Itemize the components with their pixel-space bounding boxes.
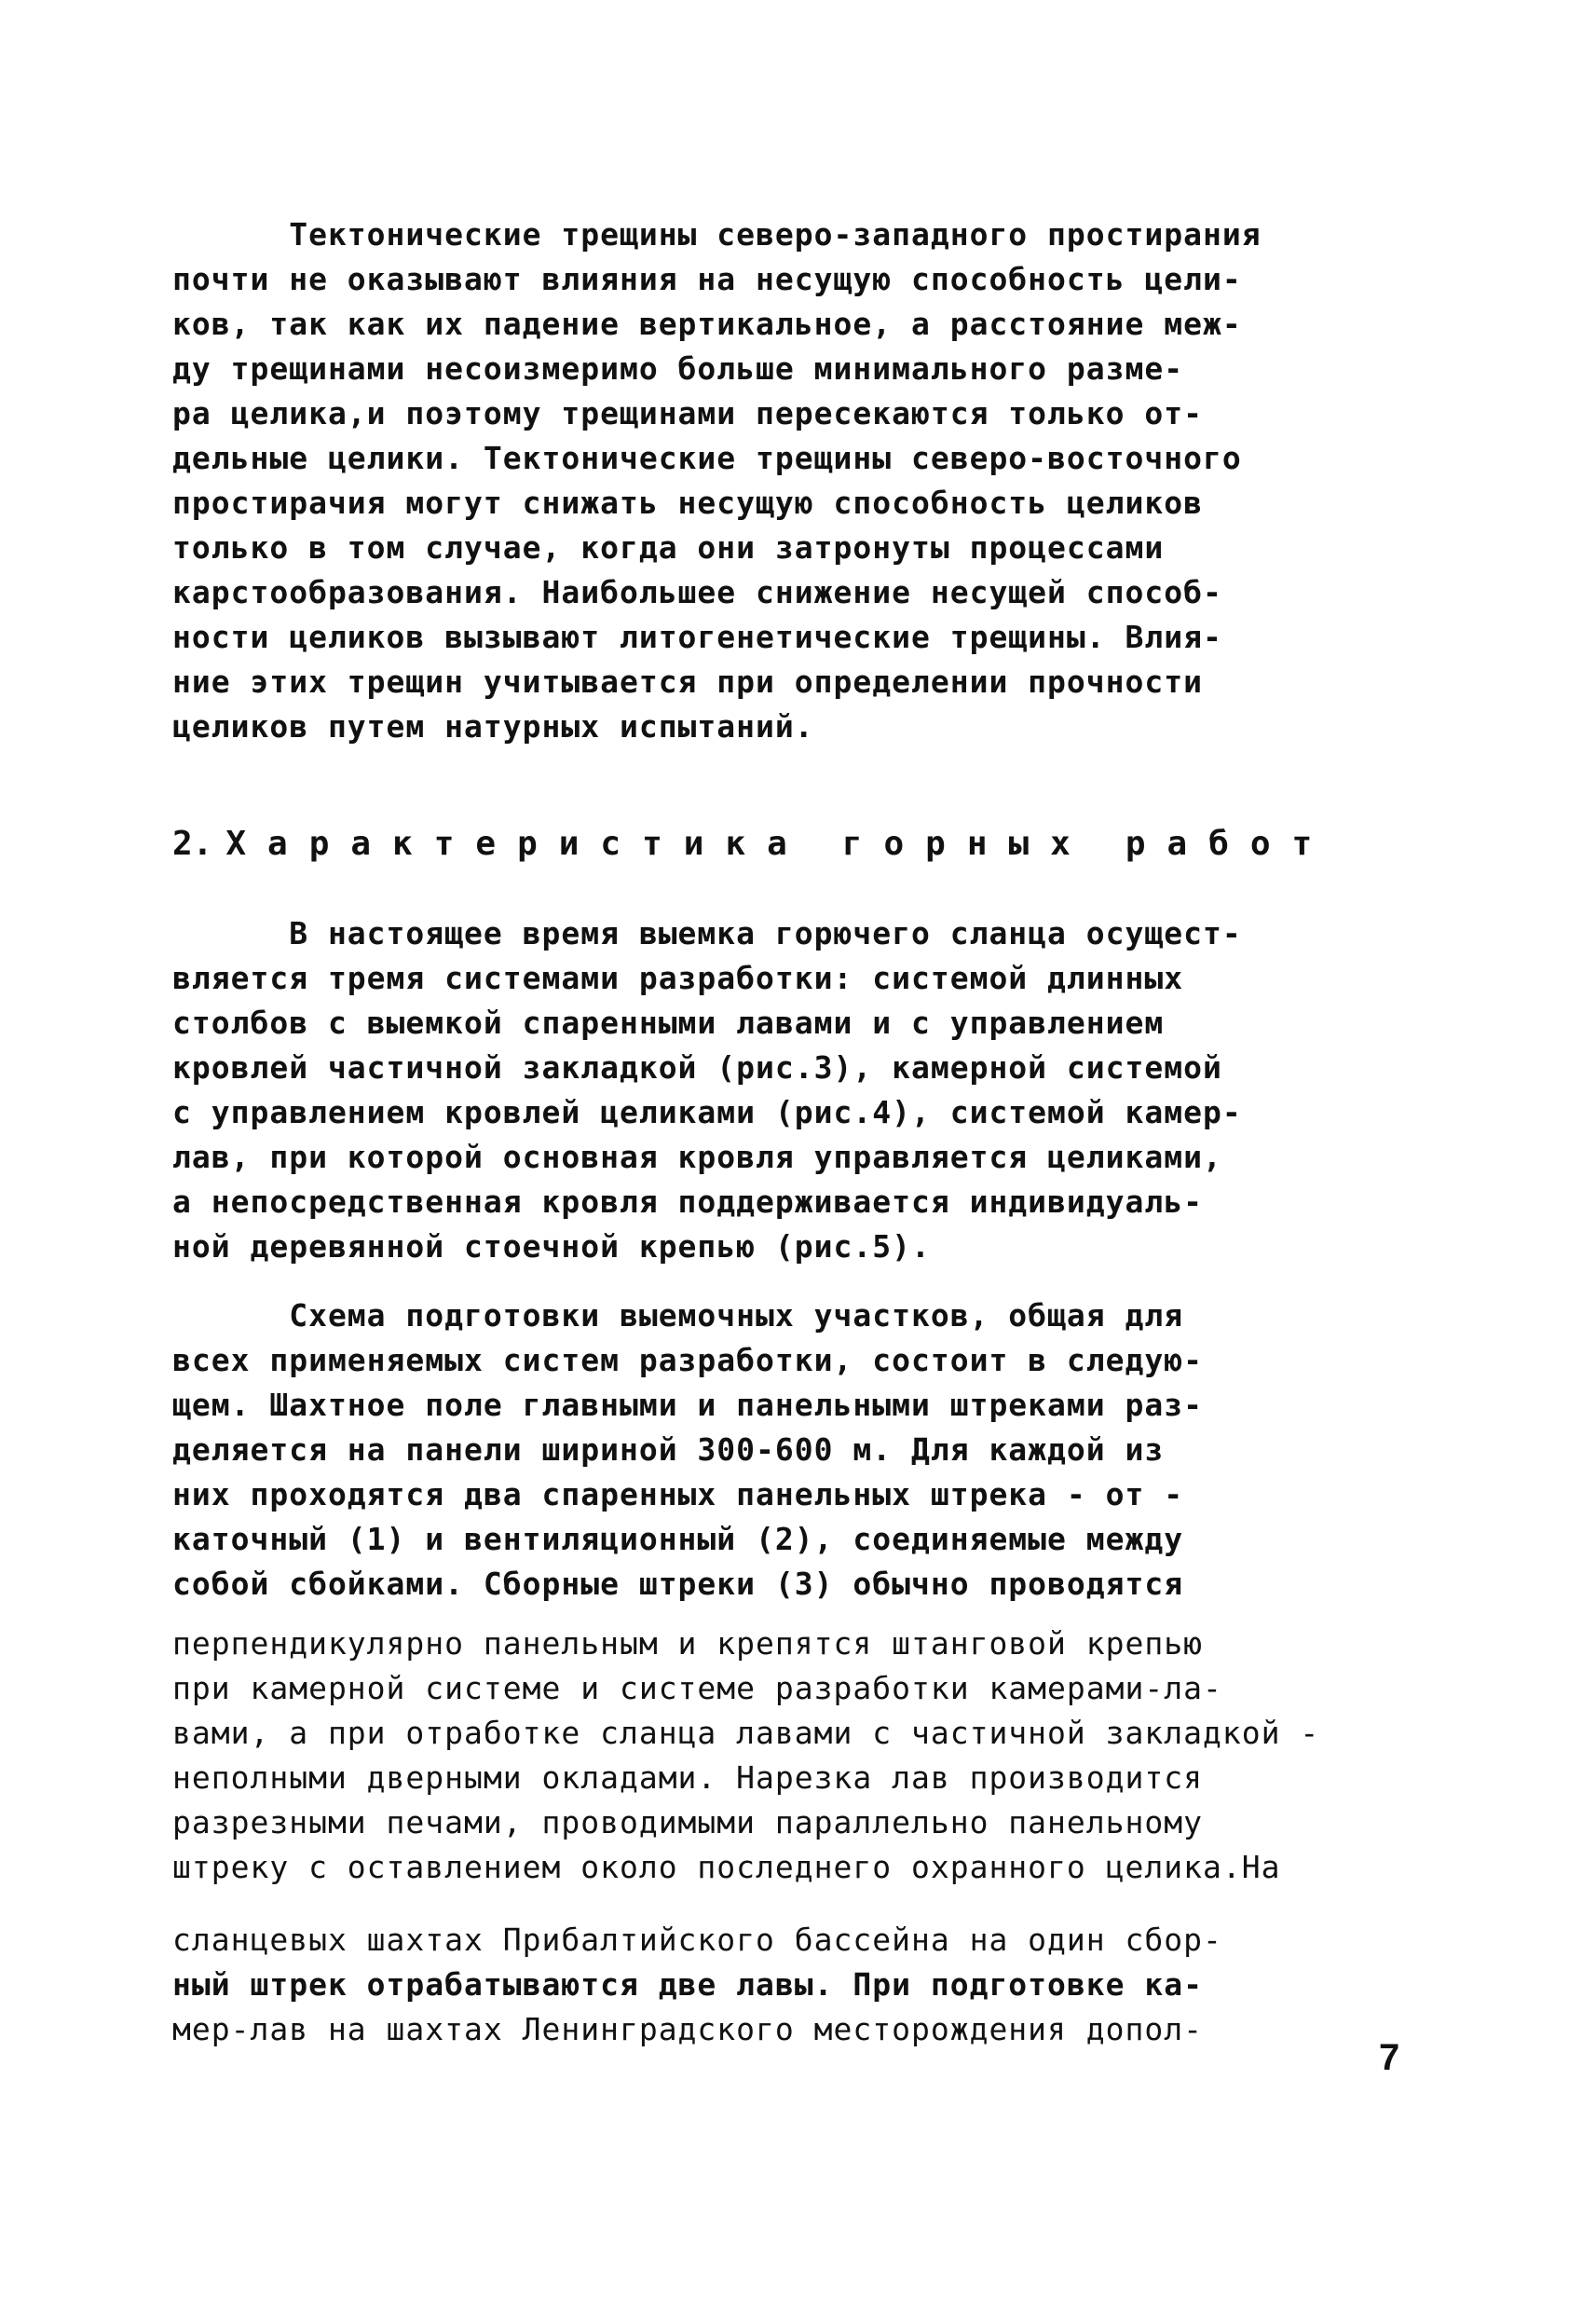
text-line: ный штрек отрабатываются две лавы. При подготовке ка- [172, 1966, 1203, 2003]
text-line: неполными дверными окладами. Нарезка лав производится [172, 1759, 1203, 1796]
text-line: столбов с выемкой спаренными лавами и с управлением [172, 1005, 1165, 1041]
text-line: ков, так как их падение вертикальное, а расстояние меж- [172, 306, 1242, 342]
text-line: них проходятся два спаренных панельных штрека - от - [172, 1476, 1184, 1512]
text-line: целиков путем натурных испытаний. [172, 708, 814, 745]
section-title-word: горных [841, 825, 1092, 863]
text-line: вляется тремя системами разработки: системой длинных [172, 960, 1184, 996]
text-line: вами, а при отработке сланца лавами с частичной закладкой - [172, 1715, 1320, 1751]
paragraph-roadway-support [172, 1621, 1421, 1890]
text-line: штреку с оставлением около последнего охранного целика.На [172, 1849, 1281, 1885]
text-line: ности целиков вызывают литогенетические трещины. Влия- [172, 619, 1222, 655]
section-number: 2. [172, 825, 213, 863]
page-number: 7 [1379, 2037, 1400, 2078]
text-line: карстообразования. Наибольшее снижение несущей способ- [172, 574, 1222, 610]
text-line: каточный (1) и вентиляционный (2), соединяемые между [172, 1521, 1184, 1557]
text-line: ра целика,и поэтому трещинами пересекаются только от- [172, 395, 1203, 431]
paragraph-preparation-scheme [172, 1293, 1421, 1607]
text-line: щем. Шахтное поле главными и панельными штреками раз- [172, 1387, 1203, 1423]
text-line: сланцевых шахтах Прибалтийского бассейна на один сбор- [172, 1922, 1222, 1958]
text-line: а непосредственная кровля поддерживается индивидуаль- [172, 1183, 1203, 1220]
text-line: перпендикулярно панельным и крепятся штанговой крепью [172, 1625, 1203, 1662]
text-line: разрезными печами, проводимыми параллельно панельному [172, 1804, 1203, 1840]
text-line: мер-лав на шахтах Ленинградского месторождения допол- [172, 2011, 1203, 2047]
text-line: при камерной системе и системе разработки камерами-ла- [172, 1670, 1222, 1706]
paragraph-shale-mines [172, 1918, 1421, 2052]
text-line: простирачия могут снижать несущую способность целиков [172, 485, 1203, 521]
text-line: только в том случае, когда они затронуты процессами [172, 529, 1165, 566]
text-line: дельные целики. Тектонические трещины северо-восточного [172, 440, 1242, 476]
paragraph-mining-systems [172, 911, 1421, 1269]
text-line: ние этих трещин учитывается при определении прочности [172, 664, 1203, 700]
text-line: деляется на панели шириной 300-600 м. Для каждой из [172, 1431, 1165, 1468]
text-line: В настоящее время выемка горючего сланца осущест- [172, 915, 1242, 951]
text-line: с управлением кровлей целиками (рис.4), системой камер- [172, 1094, 1242, 1130]
section-title-word: Характеристика [225, 825, 809, 863]
text-line: ду трещинами несоизмеримо больше минимального разме- [172, 350, 1184, 387]
section-title-word: работ [1125, 825, 1334, 863]
text-line: лав, при которой основная кровля управляется целиками, [172, 1139, 1222, 1175]
text-line: Тектонические трещины северо-западного простирания [172, 216, 1262, 253]
text-line: почти не оказывают влияния на несущую способность цели- [172, 261, 1242, 297]
section-heading [172, 825, 1402, 863]
paragraph-tectonic-fractures [172, 212, 1421, 749]
text-line: ной деревянной стоечной крепью (рис.5). [172, 1228, 931, 1265]
text-line: кровлей частичной закладкой (рис.3), камерной системой [172, 1049, 1222, 1086]
text-line: собой сбойками. Сборные штреки (3) обычно проводятся [172, 1566, 1184, 1602]
text-line: всех применяемых систем разработки, состоит в следую- [172, 1342, 1203, 1378]
text-line: Схема подготовки выемочных участков, общая для [172, 1297, 1184, 1334]
